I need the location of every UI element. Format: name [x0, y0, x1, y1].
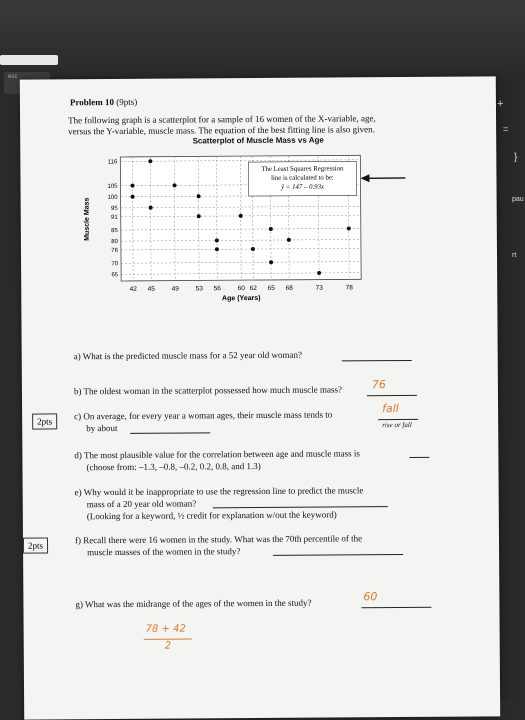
answer-c2-line[interactable]: [130, 432, 210, 434]
y-axis-label: Muscle Mass: [84, 197, 91, 240]
x-tick-label: 60: [238, 285, 246, 292]
chart-title: Scatterplot of Muscle Mass vs Age: [20, 134, 496, 146]
problem-title: Problem 10 (9pts): [70, 97, 137, 107]
data-point: [215, 247, 219, 251]
data-point: [172, 183, 176, 187]
worksheet-paper: [20, 76, 500, 719]
question-e-line2: mass of a 20 year old woman?: [87, 498, 197, 509]
answer-a-line[interactable]: [342, 360, 412, 361]
esc-key: esc: [4, 72, 50, 94]
data-point: [251, 247, 255, 251]
intro-line-1: The following graph is a scatterplot for a sample of 16 women of the X-variable, age,: [68, 113, 376, 125]
question-d-line1: d) The most plausible value for the correlation between age and muscle mass is: [74, 448, 360, 460]
y-tick-label: 116: [108, 159, 118, 165]
question-d-line2: (choose from: –1.3, –0.8, –0.2, 0.2, 0.8, and 1.3): [86, 461, 260, 472]
data-point: [239, 214, 243, 218]
question-e-line3: (Looking for a keyword, ½ credit for explanation w/out the keyword): [87, 509, 337, 521]
annotation-arrow-head: [360, 174, 369, 182]
rise-or-fall-hint: rise or fall: [382, 421, 412, 429]
answer-b: 76: [372, 378, 386, 391]
answer-f-line[interactable]: [273, 554, 403, 556]
y-tick-label: 100: [108, 195, 119, 201]
data-point: [131, 184, 135, 188]
y-tick-label: 85: [111, 228, 118, 234]
annotation-line: line is calculated to be:: [271, 174, 334, 181]
x-tick-label: 42: [130, 286, 138, 293]
points-badge-c: 2pts: [32, 413, 57, 429]
y-tick-label: 76: [111, 248, 118, 254]
data-point: [197, 194, 201, 198]
touch-bar: [0, 55, 58, 65]
data-point: [131, 195, 135, 199]
annotation-line: ŷ = 147 – 0.93x: [280, 184, 324, 191]
x-axis-label: Age (Years): [222, 295, 261, 302]
data-point: [317, 271, 321, 275]
intro-line-2: versus the Y-variable, muscle mass. The equation of the best fitting line is also given.: [68, 124, 375, 136]
x-tick-label: 49: [172, 286, 180, 293]
data-point: [197, 214, 201, 218]
question-f-line1: f) Recall there were 16 women in the study. What was the 70th percentile of the: [75, 533, 362, 545]
equals-key-label: =: [503, 124, 508, 134]
scatterplot-chart: [68, 147, 409, 321]
bracket-key-label: }: [514, 152, 517, 163]
data-point: [269, 227, 273, 231]
work-g-fraction-bar: [144, 638, 192, 639]
data-point: [287, 238, 291, 242]
question-g: g) What was the midrange of the ages of the women in the study?: [75, 598, 311, 610]
annotation-line: The Least Squares Regression: [261, 165, 344, 173]
points-badge-f: 2pts: [23, 537, 48, 553]
x-tick-label: 68: [286, 285, 294, 292]
question-c-line1: c) On average, for every year a woman ages, their muscle mass tends to: [74, 409, 332, 421]
data-point: [215, 238, 219, 242]
x-tick-label: 56: [214, 285, 222, 292]
x-tick-label: 78: [346, 284, 354, 291]
y-tick-label: 80: [111, 239, 118, 245]
x-tick-label: 65: [268, 285, 276, 292]
data-point: [148, 159, 152, 163]
plus-key-label: +: [497, 98, 503, 110]
x-tick-label: 73: [316, 285, 324, 292]
answer-b-line: [367, 395, 417, 396]
question-c-line2: by about: [86, 423, 117, 433]
question-f-line2: muscle masses of the women in the study?: [87, 546, 240, 557]
data-point: [269, 260, 273, 264]
pause-key-label: pau: [512, 196, 524, 203]
y-tick-label: 91: [111, 215, 118, 221]
answer-g-line: [361, 607, 431, 608]
answer-d-line[interactable]: [409, 457, 429, 458]
x-tick-label: 45: [148, 286, 156, 293]
answer-e-line[interactable]: [213, 506, 388, 508]
data-point: [149, 206, 153, 210]
question-b: b) The oldest woman in the scatterplot possessed how much muscle mass?: [74, 384, 342, 396]
y-tick-label: 65: [111, 272, 118, 278]
rt-key-label: rt: [512, 252, 516, 259]
data-point: [347, 226, 351, 230]
y-tick-label: 95: [111, 206, 118, 212]
x-tick-label: 62: [250, 285, 258, 292]
y-tick-label: 105: [107, 184, 118, 190]
answer-g: 60: [363, 590, 377, 603]
y-tick-label: 70: [111, 261, 118, 267]
question-e-line1: e) Why would it be inappropriate to use the regression line to predict the muscle: [75, 485, 364, 497]
x-tick-label: 53: [196, 285, 204, 292]
question-a: a) What is the predicted muscle mass for a 52 year old woman?: [74, 350, 302, 362]
work-g-numerator: 78 + 42: [146, 624, 186, 635]
answer-c: fall: [382, 402, 399, 415]
work-g-denominator: 2: [165, 641, 171, 652]
